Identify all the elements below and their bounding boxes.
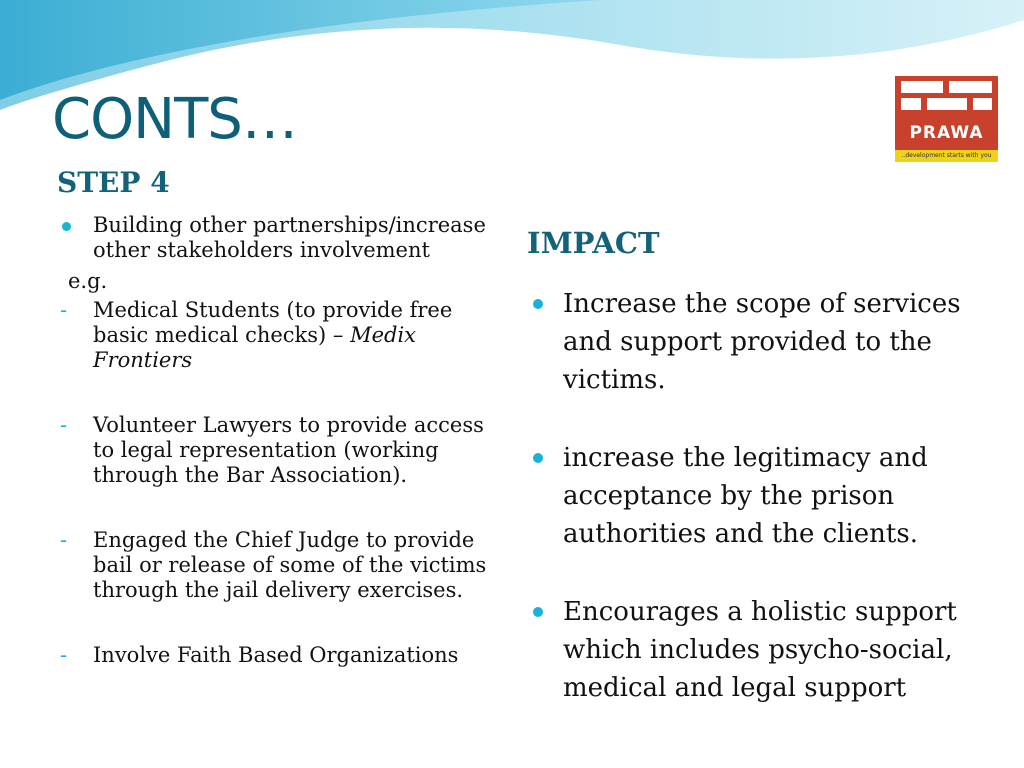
step-heading: STEP 4 — [57, 166, 170, 199]
impact-item-text: Encourages a holistic support which includes psycho-social, medical and legal support — [563, 597, 957, 703]
partnerships-bullet — [60, 213, 500, 263]
example-label: e.g. — [68, 269, 108, 293]
dash-icon: - — [60, 643, 68, 667]
list-item-text: Volunteer Lawyers to provide access to legal representation (working through the Bar Association). — [93, 413, 484, 487]
list-item-emphasis: Medix Frontiers — [93, 323, 417, 372]
dash-icon: - — [60, 413, 68, 437]
logo-brick — [973, 98, 992, 110]
logo-wordmark: PRAWA — [909, 123, 984, 143]
dash-icon: - — [60, 298, 68, 322]
impact-item — [530, 593, 990, 707]
impact-item-text: increase the legitimacy and acceptance by the prison authorities and the clients. — [563, 443, 928, 549]
logo-brick — [901, 98, 921, 110]
list-item-text: Engaged the Chief Judge to provide bail or release of some of the victims through the jail delivery exercises. — [93, 528, 487, 602]
list-item-text: Medical Students (to provide free basic medical checks) – — [93, 298, 453, 347]
logo-tagline: ..development starts with you — [901, 152, 992, 159]
bullet-dot-icon — [533, 607, 543, 617]
list-item-text: Involve Faith Based Organizations — [93, 643, 459, 667]
list-item — [60, 528, 500, 603]
impact-item — [530, 439, 990, 553]
slide-title: CONTS… — [52, 87, 297, 152]
dash-icon: - — [60, 528, 68, 552]
step-4-content — [60, 213, 500, 668]
bullet-dot-icon — [533, 299, 543, 309]
logo-brick — [949, 81, 992, 93]
logo-brick — [927, 98, 967, 110]
list-item — [60, 298, 500, 373]
impact-heading: IMPACT — [527, 226, 660, 260]
list-item — [60, 643, 500, 668]
partnerships-text: Building other partnerships/increase other stakeholders involvement — [93, 213, 486, 262]
bullet-dot-icon — [533, 453, 543, 463]
impact-content — [530, 285, 990, 707]
impact-item — [530, 285, 990, 399]
bullet-dot-icon — [62, 222, 71, 231]
prawa-logo — [895, 76, 998, 162]
list-item — [60, 413, 500, 488]
impact-item-text: Increase the scope of services and support provided to the victims. — [563, 289, 961, 395]
logo-brick — [901, 81, 943, 93]
